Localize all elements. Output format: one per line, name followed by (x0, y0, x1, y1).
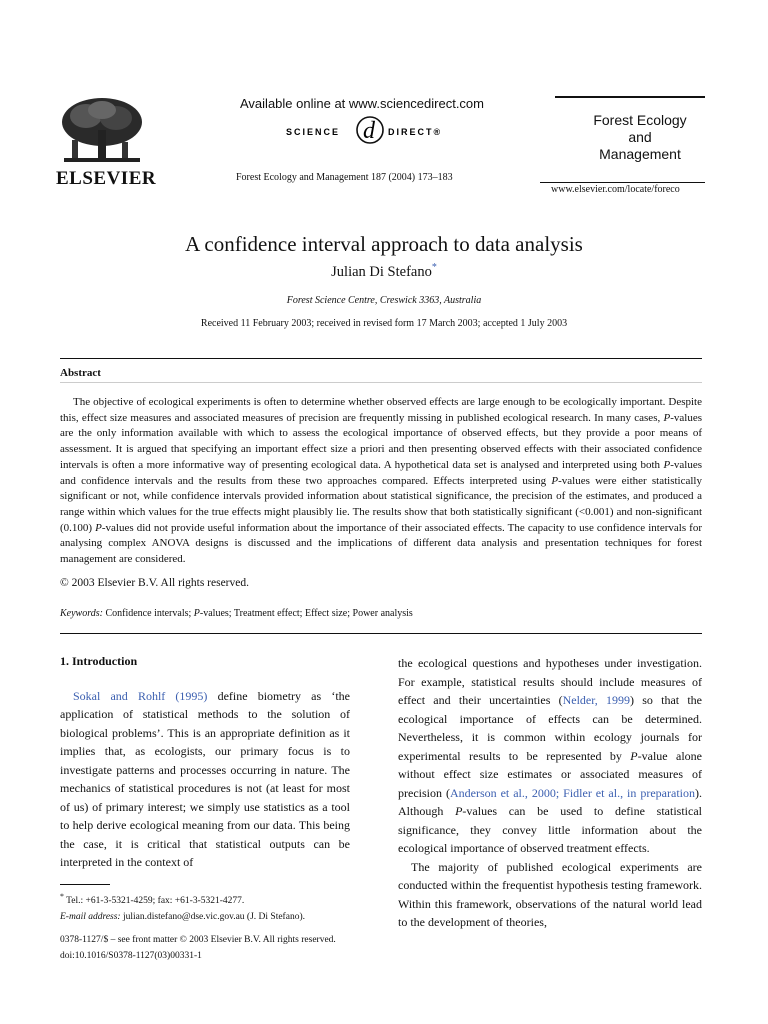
keywords-line: Keywords: Confidence intervals; P-values; Treatment effect; Effect size; Power analysis (60, 608, 413, 619)
sd-mark-text: d (363, 118, 375, 144)
right-column (398, 654, 702, 932)
author-name: Julian Di Stefano (331, 263, 432, 280)
abstract-copyright: © 2003 Elsevier B.V. All rights reserved. (60, 577, 249, 589)
journal-title-block (580, 112, 700, 163)
citation-link[interactable]: Anderson et al., 2000; Fidler et al., in preparation (449, 785, 695, 800)
journal-title-line: Forest Ecology (593, 112, 687, 128)
author-line (0, 262, 768, 281)
intro-paragraph-1: Sokal and Rohlf (1995) define biometry as ‘the application of statistical methods to the solution of biological problems’. This is an appropriate definition as it implies that, as ecologists, our primary focus is to investigate patterns and processes occurring in nature. The mechanics of statistical procedures is not (at least for most of us) of primary interest; we simply use statistics as a tool to help derive ecological meaning from our data. This being the case, it is critical that statistical outputs can be interpreted in the context of (60, 688, 350, 869)
abstract-heading-rule (60, 382, 702, 383)
abstract-body: The objective of ecological experiments is often to determine whether observed effects are large enough to be ecologically important. Despite this, effect size measures and associated measures of precision are frequently missing in published ecological research. In many cases, P-values are the only information available with which to assess the ecological importance of observed effects, but they provide a poor means of assessment. It is argued that specifying an important effect size a priori and then presenting observed effects with their associated confidence intervals is often a more informative way of presenting ecological data. A hypothetical data set is analysed and interpreted using both P-values and confidence intervals and the results from these two approaches compared. Effects interpreted using P-values were either statistically significant or not, while confidence intervals provided information about statistical significance, the precision of the estimates, and produced a range within which values for the true effects might plausibly lie. The results show that both statistically significant (<0.001) and non-significant (0.100) P-values did not provide useful information about the importance of their associated effects. The capacity to use confidence intervals for analysing complex ANOVA designs is discussed and the implications of different data analysis and presentation techniques for forest management are considered. (60, 396, 703, 566)
intro-paragraph-2: The majority of published ecological experiments are conducted within the frequentist hypothesis testing framework. Within this framework, observations of the natural world lead to the development of theories, (398, 859, 702, 929)
header-rule (555, 96, 705, 98)
sciencedirect-logo (284, 112, 454, 150)
journal-title-line: and (628, 129, 652, 145)
author-footnote-mark[interactable]: * (431, 262, 437, 273)
journal-title-line: Management (599, 146, 681, 162)
available-online-text: Available online at www.sciencedirect.com (240, 96, 484, 111)
intro-paragraph-continued: the ecological questions and hypotheses under investigation. For example, statistical results should include measures of effect and their uncertainties (Nelder, 1999) so that the ecological importance of effects can be determined. Nevertheless, it is common within ecology journals for experimental results to be represented by P-value alone without effect size estimates or associated measures of precision (Anderson et al., 2000; Fidler et al., in preparation). Although P-values can be used to define statistical significance, they convey little information about the ecological importance of observed treatment effects. (398, 656, 703, 855)
citation-link[interactable]: Nelder, 1999 (562, 693, 630, 707)
footnote-mark: * (60, 892, 64, 901)
abstract-top-rule (60, 358, 702, 359)
sd-left-text: SCIENCE (286, 127, 341, 137)
keywords-bottom-rule (60, 633, 702, 634)
doi-line[interactable]: doi:10.1016/S0378-1127(03)00331-1 (60, 950, 202, 961)
left-column (60, 652, 350, 872)
url-rule (540, 182, 705, 183)
issn-line: 0378-1127/$ – see front matter © 2003 Elsevier B.V. All rights reserved. (60, 935, 336, 945)
email-address[interactable]: julian.distefano@dse.vic.gov.au (J. Di Stefano). (120, 912, 305, 923)
footnote-rule (60, 884, 110, 885)
affiliation: Forest Science Centre, Creswick 3363, Australia (286, 295, 482, 306)
section-heading-introduction: 1. Introduction (60, 654, 138, 668)
journal-url[interactable]: www.elsevier.com/locate/foreco (551, 184, 680, 195)
citation-link[interactable]: Sokal and Rohlf (1995) (73, 688, 208, 703)
publisher-name: ELSEVIER (56, 168, 157, 189)
abstract-heading: Abstract (60, 367, 101, 379)
journal-reference: Forest Ecology and Management 187 (2004) 173–183 (236, 172, 453, 183)
front-matter-info (60, 933, 336, 964)
email-label: E-mail address: (60, 912, 121, 923)
keywords-label: Keywords: (60, 608, 103, 619)
author-footnote: * Tel.: +61-3-5321-4259; fax: +61-3-5321-4277. E-mail address: julian.distefano@dse.vic.gov.au (J. Di Stefano). (60, 892, 305, 923)
article-title: A confidence interval approach to data analysis (185, 232, 583, 256)
sd-right-text: DIRECT® (388, 127, 443, 137)
received-dates: Received 11 February 2003; received in revised form 17 March 2003; accepted 1 July 2003 (200, 318, 568, 329)
